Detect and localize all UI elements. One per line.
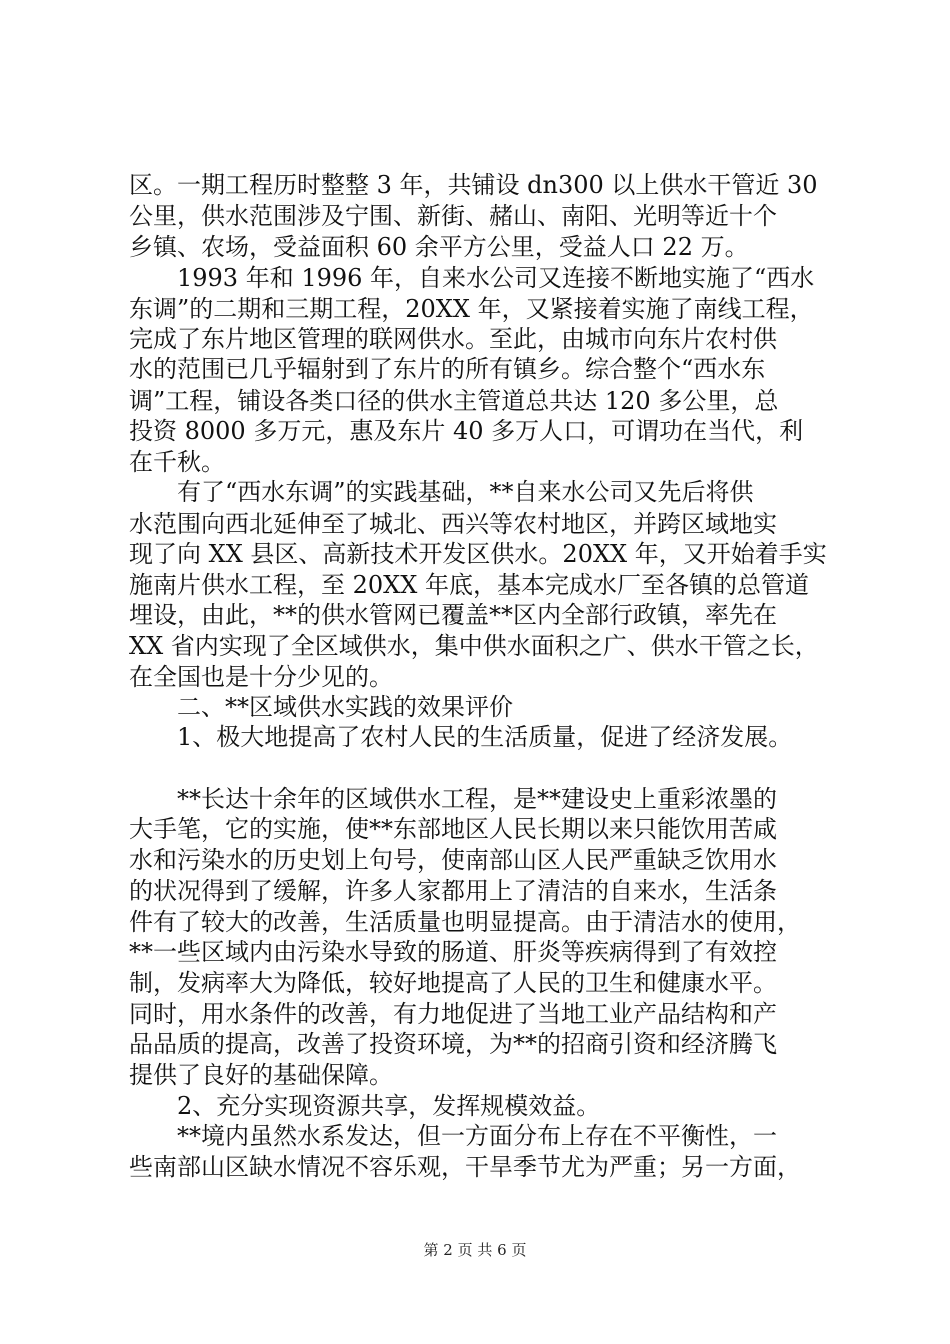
text-line: 大手笔，它的实施，使**东部地区人民长期以来只能饮用苦咸 <box>129 815 777 843</box>
text-line: 在千秋。 <box>129 448 225 476</box>
text-line: 件有了较大的改善，生活质量也明显提高。由于清洁水的使用， <box>129 908 801 936</box>
text-line: 的状况得到了缓解，许多人家都用上了清洁的自来水，生活条 <box>129 877 777 905</box>
text-line: XX 省内实现了全区域供水，集中供水面积之广、供水干管之长， <box>129 632 819 660</box>
text-line: 乡镇、农场，受益面积 60 余平方公里，受益人口 22 万。 <box>129 233 749 261</box>
text-line: 品品质的提高，改善了投资环境，为**的招商引资和经济腾飞 <box>129 1030 777 1058</box>
text-line: **境内虽然水系发达，但一方面分布上存在不平衡性，一 <box>129 1122 777 1150</box>
subsection-heading: 1、极大地提高了农村人民的生活质量，促进了经济发展。 <box>129 723 793 751</box>
text-line: 同时，用水条件的改善，有力地促进了当地工业产品结构和产 <box>129 1000 777 1028</box>
subsection-heading: 2、充分实现资源共享，发挥规模效益。 <box>129 1092 601 1120</box>
text-line: 些南部山区缺水情况不容乐观，干旱季节尤为严重；另一方面， <box>129 1153 801 1181</box>
text-line: 有了“西水东调”的实践基础，**自来水公司又先后将供 <box>129 478 754 506</box>
text-line: 公里，供水范围涉及宁围、新街、赭山、南阳、光明等近十个 <box>129 202 777 230</box>
text-line: 在全国也是十分少见的。 <box>129 663 393 691</box>
text-line: 水和污染水的历史划上句号，使南部山区人民严重缺乏饮用水 <box>129 846 777 874</box>
text-line: 埋设，由此，**的供水管网已覆盖**区内全部行政镇，率先在 <box>129 601 777 629</box>
text-line: 现了向 XX 县区、高新技术开发区供水。20XX 年，又开始着手实 <box>129 540 827 568</box>
text-line: 1993 年和 1996 年，自来水公司又连接不断地实施了“西水 <box>129 264 815 292</box>
text-line: 调”工程，铺设各类口径的供水主管道总共达 120 多公里，总 <box>129 387 779 415</box>
text-line: 区。一期工程历时整整 3 年，共铺设 dn300 以上供水干管近 30 <box>129 171 818 199</box>
text-line: **一些区域内由污染水导致的肠道、肝炎等疾病得到了有效控 <box>129 938 777 966</box>
text-line: 水范围向西北延伸至了城北、西兴等农村地区，并跨区域地实 <box>129 510 777 538</box>
section-heading: 二、**区域供水实践的效果评价 <box>129 693 513 721</box>
text-line: 水的范围已几乎辐射到了东片的所有镇乡。综合整个“西水东 <box>129 355 766 383</box>
text-line: 投资 8000 多万元，惠及东片 40 多万人口，可谓功在当代，利 <box>129 417 804 445</box>
text-line: 东调”的二期和三期工程，20XX 年，又紧接着实施了南线工程， <box>129 295 814 323</box>
text-line: 施南片供水工程，至 20XX 年底，基本完成水厂至各镇的总管道 <box>129 571 809 599</box>
text-line: 提供了良好的基础保障。 <box>129 1061 393 1089</box>
text-line: 制，发病率大为降低，较好地提高了人民的卫生和健康水平。 <box>129 969 777 997</box>
text-line: 完成了东片地区管理的联网供水。至此，由城市向东片农村供 <box>129 325 777 353</box>
page-number-footer: 第 2 页 共 6 页 <box>423 1241 527 1259</box>
text-line: **长达十余年的区域供水工程，是**建设史上重彩浓墨的 <box>129 785 777 813</box>
